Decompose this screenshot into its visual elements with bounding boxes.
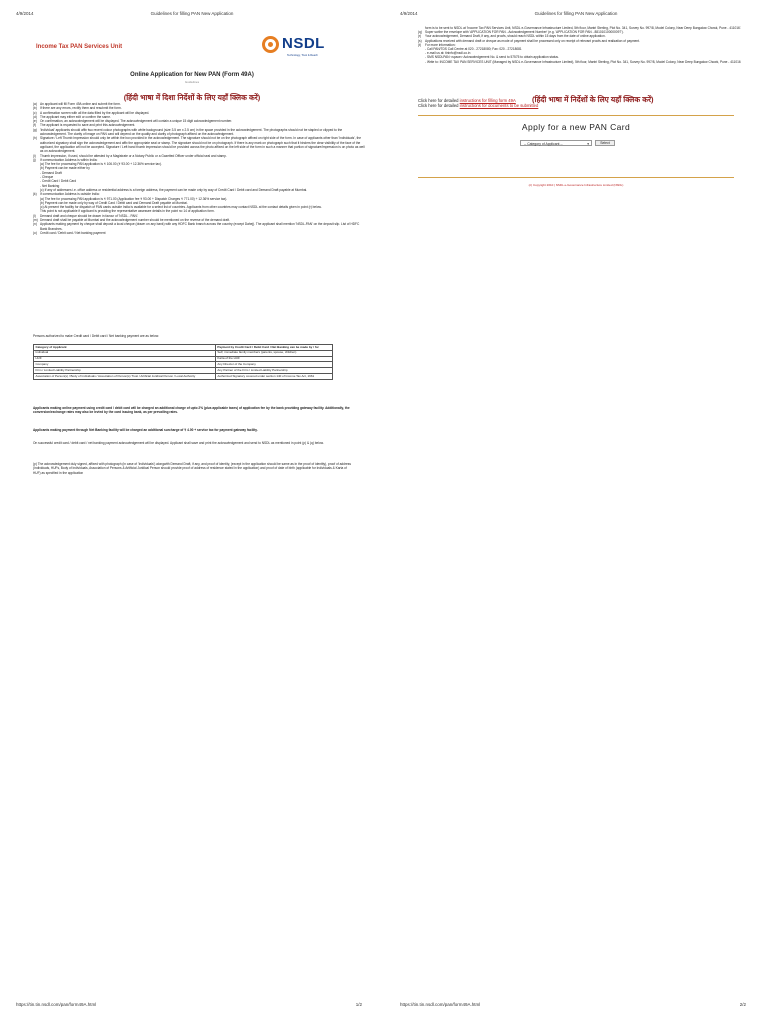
acknowledgement-note: (p) The acknowledgement duly signed, affixed with photograph (in case of 'Individuals') alongwith Demand Draft, if any, and proof of identity, (except in the application should be same as in the proof of identity), proof of address (Individuals, HUFs, Body of Individuals, Association of Persons & Artificial Juridical Person should provide proof of address of residence stated in the application) and proof of date of birth (applicable for Individuals & Karta of HUF) as specified in the application xyxy=(33,462,351,475)
list-item xyxy=(33,231,367,235)
item-text: On confirmation, an acknowledgement will be displayed. The acknowledgement will contain a unique 15 digit acknowledgement number. xyxy=(40,119,233,124)
table-row xyxy=(34,373,333,379)
guidelines-label: Guidelines xyxy=(184,80,200,84)
documents-link-row xyxy=(418,103,538,108)
item-text: (b) Payment can be made only by way of Credit Card / Debit card and Demand Draft payable at Mumbai. xyxy=(40,200,188,205)
hindi-instructions-link[interactable]: (हिंदी भाषा में निर्देशों के लिए यहाँ क्लिक करें) xyxy=(532,95,654,104)
print-title: Guidelines for filling PAN New Application xyxy=(534,11,618,16)
divider xyxy=(418,115,734,116)
credit-card-note: Applicants making online payment using credit card / debit card will be charged an additional charge of upto 2% (plus applicable taxes) of application fee by the bank providing gateway facility. Additionally, the conversion/exchange rates may also be levied by the card issuing bank, as per prevailing rates. xyxy=(33,406,350,415)
item-text: 'Individual' applicants should affix two recent colour photographs with white background (size 3.5 cm x 2.5 cm) in the space provided in the acknowledgement. The photographs should not be stapled or clipped to the acknowledgement. The clarity of image on PAN card will depend on the quality and clarity of photograph affixed on the acknowledgement. xyxy=(40,127,343,137)
filling-link-prefix: Click here for detailed xyxy=(418,98,459,103)
table-cell: Company xyxy=(34,362,216,368)
item-marker: (c) xyxy=(33,110,37,115)
item-text: The applicant is requested to save and print this acknowledgement. xyxy=(40,123,136,128)
item-text: If communication Address is within India: xyxy=(40,157,98,162)
table-header: Payment by Credit Card / Debit Card / Net Banking can be made by / for xyxy=(215,345,332,351)
item-text: - SMS NSDLPAN <space> Acknowledgement No. & send to 57575 to obtain application status. xyxy=(425,55,559,60)
contact-info-list xyxy=(418,26,748,64)
item-text: Demand draft shall be payable at Mumbai and the acknowledgement number should be mentioned on the reverse of the demand draft. xyxy=(40,218,230,223)
table-cell: Association of Person(s) / Body of Individuals / Association of Person(s) Trust / Artificial Juridical Person / Local Authority xyxy=(34,373,216,379)
print-footer-url: https://tin.tin.nsdl.com/pan/form49A.html xyxy=(16,1002,97,1007)
list-item xyxy=(418,60,748,64)
table-cell: Any Director of the Company xyxy=(215,362,332,368)
item-marker: (t) xyxy=(418,42,422,47)
item-text: Signature / Left Thumb Impression should only be within the box provided in the acknowledgement. The signature should not be on the photograph affixed on right side of the form. In case of applicants other than 'Individuals', the authorized signatory shall sign the acknowledgement and affix the appropriate seal or stamp. The signature should not be on photograph. If there is any mark on photograph such that it hinders the clear visibility of the face of the applicant, the application will not be accepted. Signature / Left hand thumb impression should be provided across the photo affixed on the left side of the form in such a manner that portion of signature/impression is on photo as well as on acknowledgement. xyxy=(40,136,365,154)
item-text: form is to be sent to NSDL at 'Income Tax PAN Services Unit, NSDL e-Governance Infrastructure Limited, 5th floor, Mantri Sterling, Plot No. 341, Survey No. 997/8, Model Colony, Near Deep Bungalow Chowk, Pune - 411016'. xyxy=(425,26,742,30)
item-marker: (a) xyxy=(33,102,37,106)
hindi-instructions-link[interactable]: (हिंदी भाषा में दिशा निर्देशों के लिए यहाँ क्लिक करें) xyxy=(123,93,261,102)
item-marker: (s) xyxy=(418,38,422,43)
item-text: - Write to: INCOME TAX PAN SERVICES UNIT (Managed by NSDL e-Governance Infrastructure Limited), 5th floor, Mantri Sterling, Plot No. 341, Survey No. 997/8, Model Colony, Near Deep Bungalow Chowk, Pune - 411016 xyxy=(425,59,741,64)
item-marker: (e) xyxy=(33,119,37,124)
item-text: - Cheque xyxy=(40,175,54,180)
copyright: (c) Copyright 2010 | NSDL e-Governance Infrastructure Limited (NSDL) xyxy=(528,183,624,187)
logo-ring-icon xyxy=(262,36,279,53)
payment-heading: Persons authorized to make Credit card / Debit card / Net banking payment are as below: xyxy=(33,334,159,338)
print-page-2 xyxy=(384,0,768,1024)
table-cell: Karta of the HUF xyxy=(215,356,332,362)
item-text: - Net Banking xyxy=(40,183,60,188)
item-marker: (f) xyxy=(33,123,37,128)
page-heading: Online Application for New PAN (Form 49A) xyxy=(130,72,254,78)
divider xyxy=(418,177,734,178)
instruction-links xyxy=(418,98,538,108)
list-item xyxy=(33,222,367,231)
item-marker xyxy=(418,60,425,64)
documents-instructions-link[interactable]: instructions for documents to be submitted xyxy=(459,103,539,108)
item-text: If there are any errors, rectify them and resubmit the form. xyxy=(40,106,122,111)
item-marker: (r) xyxy=(418,34,422,39)
item-marker: (l) xyxy=(33,213,36,218)
print-page-number: 2/2 xyxy=(739,1002,746,1007)
item-text: A confirmation screen with all the data filled by the applicant will be displayed. xyxy=(40,110,150,115)
list-item xyxy=(33,128,367,137)
table-cell: Firm / Limited Liability Partnership xyxy=(34,368,216,374)
print-page-number: 1/2 xyxy=(355,1002,362,1007)
applicant-category-select[interactable] xyxy=(520,140,592,146)
documents-link-prefix: Click here for detailed xyxy=(418,103,459,108)
item-text: Credit card / Debit card / Net banking payment xyxy=(40,230,106,235)
item-marker: (d) xyxy=(33,114,37,119)
table-cell: Any Partner of the Firm / Limited Liability Partnership xyxy=(215,368,332,374)
item-text: This point is not applicable if applicant is providing the representative assessee details in the point no 14 of application form. xyxy=(40,209,215,214)
nsdl-logo xyxy=(262,34,334,62)
item-text: - Demand Draft xyxy=(40,170,62,175)
table-cell: Individual xyxy=(34,350,216,356)
payment-authorization-table xyxy=(33,344,333,380)
item-text: Demand draft and cheque should be drawn in favour of 'NSDL - PAN'. xyxy=(40,213,139,218)
select-value: -- Category of Applicant -- xyxy=(524,142,563,146)
item-text: Thumb impression, if used, should be attested by a Magistrate or a Notary Public or a Gazetted Officer under official seal and stamp. xyxy=(40,153,227,158)
payment-success-note: On successful credit card / debit card / net banking payment acknowledgement will be displayed. Applicant shall save and print the acknowledgement and send to NSDL as mentioned in point (p) & (q) below. xyxy=(33,441,324,445)
item-marker: (i) xyxy=(33,153,36,158)
item-marker: (j) xyxy=(33,157,36,162)
logo-text: NSDL xyxy=(282,35,325,52)
filling-instructions-link[interactable]: instructions for filling form 49A xyxy=(459,98,516,103)
item-marker: (m) xyxy=(33,218,38,223)
item-text: Your acknowledgement, Demand Draft, if any, and proofs, should reach NSDL within 15 days from the date of online application. xyxy=(425,34,606,39)
apply-title: Apply for a new PAN Card xyxy=(521,122,631,132)
table-cell: HUF xyxy=(34,356,216,362)
item-text: Super scribe the envelope with 'APPLICATION FOR PAN - Acknowledgement Number' (e.g. 'APPLICATION FOR PAN - 881010100000097'). xyxy=(425,30,624,35)
item-marker: (b) xyxy=(33,106,37,111)
print-footer-url: https://tin.tin.nsdl.com/pan/form49A.html xyxy=(400,1002,481,1007)
select-button[interactable]: Select xyxy=(595,140,615,146)
item-text: Applications received with demand draft or cheque as mode of payment shall be processed only on receipt of relevant proofs and realization of payment. xyxy=(425,38,640,43)
item-marker: (h) xyxy=(33,136,37,141)
item-marker: (g) xyxy=(33,127,37,132)
logo-tagline: Technology, Trust & Reach xyxy=(287,54,318,57)
item-text: - Call PAN/TDS Call Centre at 020 - 27218080; Fax: 020 - 27218081 xyxy=(425,47,522,52)
item-marker: (k) xyxy=(33,192,37,197)
instruction-list xyxy=(33,102,367,235)
item-text: (a) The fee for processing PAN application is ₹ 106.00 (₹ 93.00 + 12.36% service tax). xyxy=(40,162,162,167)
item-text: (c) At present the facility for dispatch of PAN cards outside India is available for a select list of countries. Applicants from other countries may contact NSDL at the contact details given in point (r) below. xyxy=(40,205,322,210)
item-text: For more information: xyxy=(425,42,456,47)
item-text: (a) The fee for processing PAN application is ₹ 971.00 (Application fee ₹ 93.00 + Dispatch Charges ₹ 771.00) + 12.36% service tax). xyxy=(40,196,228,201)
item-text: The applicant may either edit or confirm the same. xyxy=(40,114,111,119)
item-marker: (q) xyxy=(418,30,422,35)
item-text: An applicant will fill Form 49A online and submit the form. xyxy=(40,102,121,106)
list-item xyxy=(33,136,367,153)
item-marker: (n) xyxy=(33,222,37,227)
print-date: 4/9/2014 xyxy=(16,11,34,16)
print-date: 4/9/2014 xyxy=(400,11,418,16)
item-text: - e-mail us at: tininfo@nsdl.co.in xyxy=(425,51,471,56)
item-text: - Credit Card / Debit Card xyxy=(40,179,77,184)
print-title: Guidelines for filling PAN New Application xyxy=(150,11,234,16)
net-banking-note: Applicants making payment through Net Banking facility will be charged an additional surcharge of ₹ 4.00 + service tax for payment gateway facility. xyxy=(33,428,258,432)
table-header: Category of Applicant xyxy=(34,345,216,351)
item-text: If communication Address is outside India: xyxy=(40,192,100,197)
table-cell: Self, immediate family members (parents, spouse, children) xyxy=(215,350,332,356)
unit-title: Income Tax PAN Services Unit xyxy=(36,44,123,50)
item-marker: (o) xyxy=(33,230,37,235)
table-cell: Authorized Signatory covered under section 140 of Income Tax Act, 1961 xyxy=(215,373,332,379)
item-text: Applicants making payment by cheque shall deposit a local cheque (drawn on any bank) with any HDFC Bank branch across the country (except Dahej). The applicant shall mention 'NSDL-PAN' on the deposit slip. List of HDFC Bank Branches. xyxy=(40,222,360,231)
item-text: (c) If any of addresses i.e. office address or residential address is a foreign address, the payment can be made only by way of Credit Card / Debit card and Demand Draft payable at Mumbai. xyxy=(40,187,308,192)
item-text: (b) Payment can be made either by xyxy=(40,166,90,171)
